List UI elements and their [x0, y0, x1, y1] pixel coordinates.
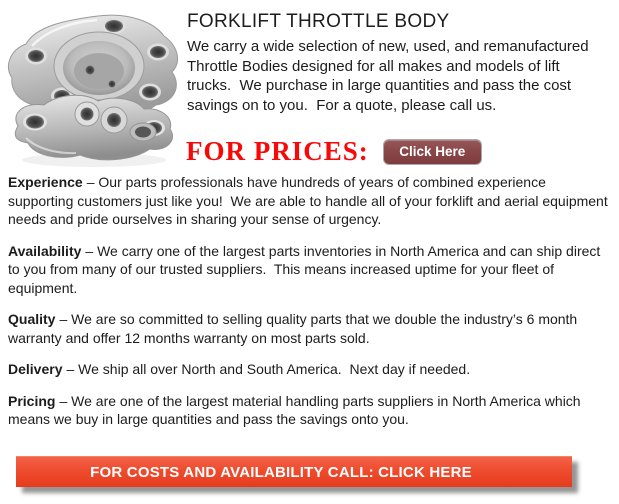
- features-list: [8, 173, 612, 442]
- feature-quality: [8, 310, 609, 347]
- feature-pricing-text: – We are one of the largest material handling parts suppliers in North America which means we buy in large quantities and pass the savings onto you.: [8, 392, 585, 427]
- feature-delivery-text: – We ship all over North and South America. Next day if needed.: [66, 361, 471, 377]
- feature-availability-heading: Availability: [8, 242, 82, 259]
- feature-availability: [8, 242, 609, 298]
- feature-pricing-heading: Pricing: [8, 392, 56, 409]
- feature-quality-heading: Quality: [8, 311, 56, 327]
- feature-experience-text: – Our parts professionals have hundreds of years of combined experience supporting customers just like you! We are able to handle all of your forklift and aerial equipment needs and pride ourselves in sharing your sense of urgency.: [8, 174, 612, 227]
- intro-paragraph: We carry a wide selection of new, used, and remanufactured Throttle Bodies designed for all makes and models of lift trucks. We purchase in large quantities and pass the cost savings on to you. For a quote, please call us.: [187, 38, 593, 114]
- page-title: FORKLIFT THROTTLE BODY: [187, 11, 450, 32]
- feature-experience-heading: Experience: [8, 174, 83, 190]
- feature-availability-text: – We carry one of the largest parts inventories in North America and can ship direct to you from many of our trusted suppliers. This means increased uptime for your fleet of equipment.: [8, 242, 605, 296]
- feature-experience: [8, 173, 612, 229]
- costs-availability-banner[interactable]: [16, 456, 572, 487]
- prices-row: [186, 136, 482, 167]
- feature-delivery-heading: Delivery: [8, 361, 63, 377]
- banner-label: FOR COSTS AND AVAILABILITY CALL: CLICK HERE: [90, 463, 472, 481]
- feature-delivery: [8, 360, 609, 379]
- prices-click-here-button[interactable]: Click Here: [383, 139, 482, 165]
- throttle-body-photo: [2, 10, 182, 172]
- for-prices-label: FOR PRICES:: [186, 136, 369, 166]
- feature-quality-text: – We are so committed to selling quality parts that we double the industry’s 6 month warranty and offer 12 months warranty on most parts sold.: [8, 311, 582, 346]
- feature-pricing: [8, 392, 609, 429]
